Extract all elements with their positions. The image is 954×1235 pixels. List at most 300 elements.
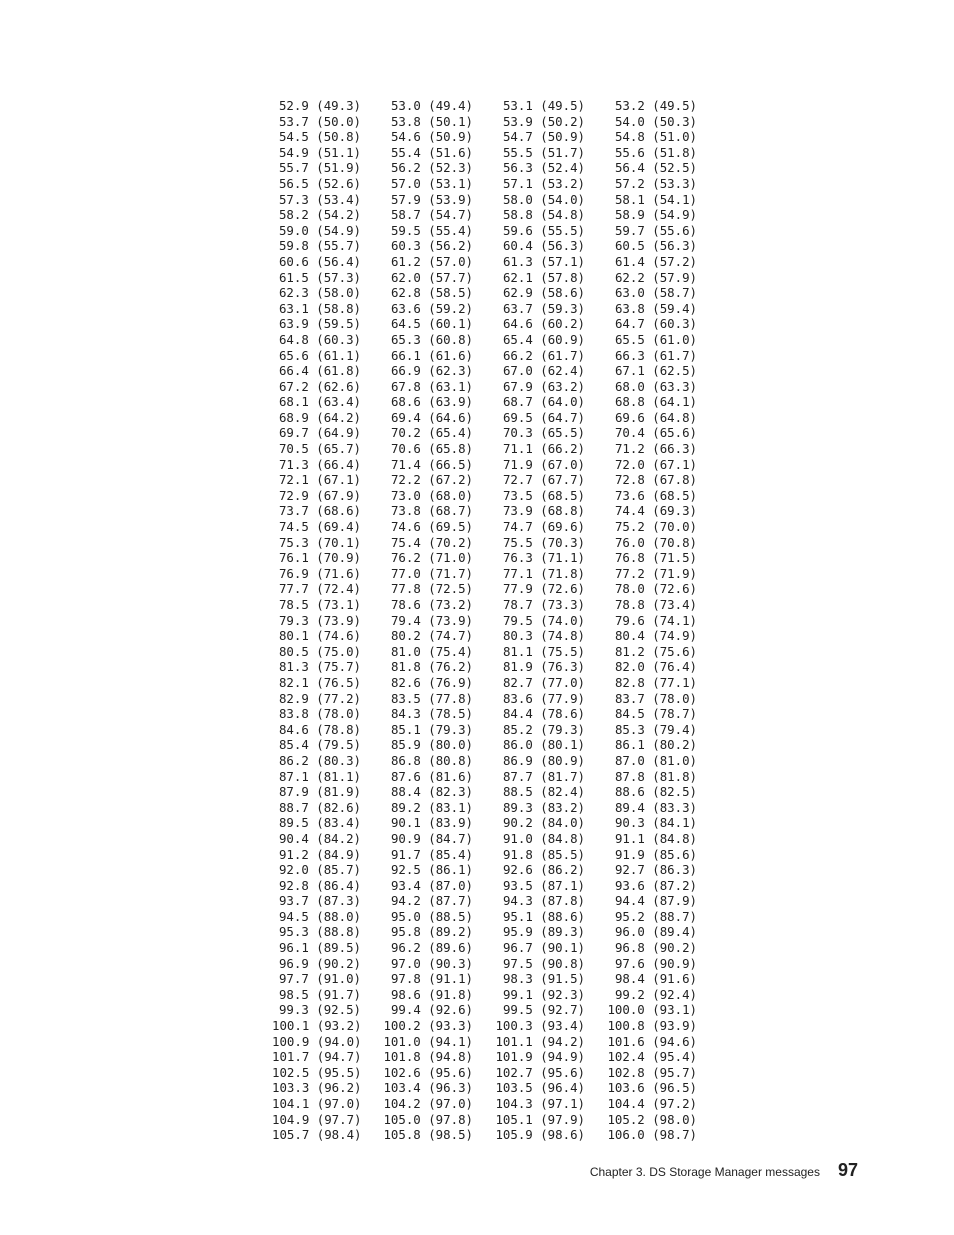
table-row — [272, 800, 712, 816]
table-cell: 76.1 (70.9) — [278, 550, 361, 566]
table-cell: 85.4 (79.5) — [278, 737, 361, 753]
table-cell: 81.8 (76.2) — [390, 659, 473, 675]
table-cell: 60.6 (56.4) — [278, 253, 361, 269]
table-cell: 59.7 (55.6) — [614, 222, 697, 238]
table-cell: 105.7 (98.4) — [272, 1127, 362, 1143]
table-cell: 88.4 (82.3) — [390, 784, 473, 800]
table-cell: 69.5 (64.7) — [502, 409, 585, 425]
table-cell: 67.1 (62.5) — [614, 363, 697, 379]
table-cell: 55.7 (51.9) — [278, 160, 361, 176]
table-row — [272, 659, 712, 675]
table-cell: 99.1 (92.3) — [502, 986, 585, 1002]
table-cell: 54.8 (51.0) — [614, 129, 697, 145]
table-cell: 71.9 (67.0) — [502, 456, 585, 472]
table-cell: 63.0 (58.7) — [614, 285, 697, 301]
table-cell: 65.5 (61.0) — [614, 331, 697, 347]
table-cell: 76.0 (70.8) — [614, 534, 697, 550]
table-cell: 62.2 (57.9) — [614, 269, 697, 285]
table-cell: 77.2 (71.9) — [614, 565, 697, 581]
table-cell: 72.0 (67.1) — [614, 456, 697, 472]
table-cell: 90.1 (83.9) — [390, 815, 473, 831]
table-cell: 100.1 (93.2) — [272, 1018, 362, 1034]
table-cell: 95.3 (88.8) — [278, 924, 361, 940]
table-cell: 77.1 (71.8) — [502, 565, 585, 581]
table-cell: 87.8 (81.8) — [614, 768, 697, 784]
table-cell: 72.2 (67.2) — [390, 472, 473, 488]
table-cell: 91.9 (85.6) — [614, 846, 697, 862]
table-cell: 56.4 (52.5) — [614, 160, 697, 176]
table-cell: 59.6 (55.5) — [502, 222, 585, 238]
table-row — [272, 706, 712, 722]
table-cell: 75.4 (70.2) — [390, 534, 473, 550]
table-cell: 106.0 (98.7) — [607, 1127, 697, 1143]
table-cell: 79.4 (73.9) — [390, 612, 473, 628]
table-cell: 84.3 (78.5) — [390, 706, 473, 722]
table-cell: 57.1 (53.2) — [502, 175, 585, 191]
table-row — [272, 129, 712, 145]
table-cell: 53.7 (50.0) — [278, 113, 361, 129]
table-cell: 68.0 (63.3) — [614, 378, 697, 394]
table-cell: 101.6 (94.6) — [607, 1033, 697, 1049]
table-cell: 73.8 (68.7) — [390, 503, 473, 519]
table-cell: 73.0 (68.0) — [390, 487, 473, 503]
table-row — [272, 441, 712, 457]
table-cell: 104.2 (97.0) — [383, 1096, 473, 1111]
table-cell: 96.8 (90.2) — [614, 940, 697, 956]
table-cell: 88.5 (82.4) — [502, 784, 585, 800]
table-cell: 67.8 (63.1) — [390, 378, 473, 394]
table-cell: 101.8 (94.8) — [383, 1049, 473, 1065]
table-cell: 92.6 (86.2) — [502, 862, 585, 878]
table-row — [272, 114, 712, 130]
table-cell: 65.3 (60.8) — [390, 331, 473, 347]
table-cell: 53.0 (49.4) — [390, 98, 473, 113]
table-cell: 86.2 (80.3) — [278, 752, 361, 768]
table-cell: 71.2 (66.3) — [614, 441, 697, 457]
table-cell: 78.0 (72.6) — [614, 581, 697, 597]
table-cell: 103.6 (96.5) — [607, 1080, 697, 1096]
table-cell: 81.2 (75.6) — [614, 643, 697, 659]
table-row — [272, 815, 712, 831]
table-cell: 91.1 (84.8) — [614, 830, 697, 846]
table-cell: 66.2 (61.7) — [502, 347, 585, 363]
table-cell: 70.3 (65.5) — [502, 425, 585, 441]
table-cell: 68.7 (64.0) — [502, 394, 585, 410]
table-cell: 67.0 (62.4) — [502, 363, 585, 379]
table-row — [272, 675, 712, 691]
table-cell: 53.9 (50.2) — [502, 113, 585, 129]
page-number: 97 — [837, 1160, 858, 1180]
table-cell: 92.0 (85.7) — [278, 862, 361, 878]
table-row — [272, 1112, 712, 1128]
table-cell: 102.6 (95.6) — [383, 1064, 473, 1080]
table-cell: 81.3 (75.7) — [278, 659, 361, 675]
table-cell: 91.0 (84.8) — [502, 830, 585, 846]
table-cell: 67.2 (62.6) — [278, 378, 361, 394]
table-row — [272, 1080, 712, 1096]
table-row — [272, 316, 712, 332]
table-cell: 105.8 (98.5) — [383, 1127, 473, 1143]
table-cell: 101.0 (94.1) — [383, 1033, 473, 1049]
table-cell: 59.5 (55.4) — [390, 222, 473, 238]
table-cell: 92.5 (86.1) — [390, 862, 473, 878]
table-cell: 103.5 (96.4) — [495, 1080, 585, 1096]
table-row — [272, 98, 712, 114]
table-cell: 55.5 (51.7) — [502, 144, 585, 160]
table-cell: 53.2 (49.5) — [614, 98, 697, 113]
table-cell: 91.8 (85.5) — [502, 846, 585, 862]
table-row — [272, 410, 712, 426]
table-cell: 84.4 (78.6) — [502, 706, 585, 722]
table-cell: 96.1 (89.5) — [278, 940, 361, 956]
table-cell: 78.7 (73.3) — [502, 597, 585, 612]
table-cell: 85.9 (80.0) — [390, 737, 473, 753]
table-cell: 88.6 (82.5) — [614, 784, 697, 800]
table-cell: 82.9 (77.2) — [278, 690, 361, 706]
table-cell: 66.9 (62.3) — [390, 363, 473, 379]
table-cell: 89.2 (83.1) — [390, 799, 473, 815]
table-cell: 81.0 (75.4) — [390, 643, 473, 659]
table-cell: 56.3 (52.4) — [502, 160, 585, 176]
table-cell: 96.2 (89.6) — [390, 940, 473, 956]
table-cell: 55.6 (51.8) — [614, 144, 697, 160]
table-cell: 98.3 (91.5) — [502, 971, 585, 987]
table-row — [272, 535, 712, 551]
table-cell: 55.4 (51.6) — [390, 144, 473, 160]
table-cell: 80.3 (74.8) — [502, 628, 585, 644]
table-cell: 61.2 (57.0) — [390, 253, 473, 269]
table-cell: 105.2 (98.0) — [607, 1111, 697, 1127]
table-row — [272, 488, 712, 504]
table-cell: 65.4 (60.9) — [502, 331, 585, 347]
table-row — [272, 847, 712, 863]
table-cell: 83.7 (78.0) — [614, 690, 697, 706]
table-cell: 54.7 (50.9) — [502, 129, 585, 145]
table-cell: 77.0 (71.7) — [390, 565, 473, 581]
table-cell: 105.0 (97.8) — [383, 1111, 473, 1127]
table-cell: 102.4 (95.4) — [607, 1049, 697, 1065]
table-cell: 82.6 (76.9) — [390, 674, 473, 690]
table-cell: 98.6 (91.8) — [390, 986, 473, 1002]
table-cell: 70.2 (65.4) — [390, 425, 473, 441]
table-cell: 67.9 (63.2) — [502, 378, 585, 394]
table-cell: 89.5 (83.4) — [278, 815, 361, 831]
table-cell: 93.5 (87.1) — [502, 877, 585, 893]
table-cell: 73.9 (68.8) — [502, 503, 585, 519]
table-row — [272, 301, 712, 317]
table-row — [272, 940, 712, 956]
table-row — [272, 971, 712, 987]
table-cell: 58.9 (54.9) — [614, 207, 697, 223]
table-row — [272, 332, 712, 348]
table-cell: 84.6 (78.8) — [278, 721, 361, 737]
table-cell: 74.6 (69.5) — [390, 519, 473, 535]
table-cell: 72.7 (67.7) — [502, 472, 585, 488]
table-cell: 96.7 (90.1) — [502, 940, 585, 956]
value-table — [272, 98, 712, 1143]
table-cell: 74.7 (69.6) — [502, 519, 585, 535]
table-cell: 79.6 (74.1) — [614, 612, 697, 628]
table-cell: 101.9 (94.9) — [495, 1049, 585, 1065]
table-cell: 69.4 (64.6) — [390, 409, 473, 425]
table-cell: 77.9 (72.6) — [502, 581, 585, 597]
table-cell: 93.4 (87.0) — [390, 877, 473, 893]
table-row — [272, 613, 712, 629]
table-cell: 101.7 (94.7) — [272, 1049, 362, 1065]
table-cell: 88.7 (82.6) — [278, 799, 361, 815]
table-cell: 101.1 (94.2) — [495, 1033, 585, 1049]
table-cell: 97.5 (90.8) — [502, 955, 585, 971]
table-row — [272, 1034, 712, 1050]
table-cell: 80.4 (74.9) — [614, 628, 697, 644]
table-cell: 70.5 (65.7) — [278, 441, 361, 457]
table-cell: 73.7 (68.6) — [278, 503, 361, 519]
table-cell: 90.2 (84.0) — [502, 815, 585, 831]
table-row — [272, 145, 712, 161]
table-cell: 63.8 (59.4) — [614, 300, 697, 316]
table-cell: 105.1 (97.9) — [495, 1111, 585, 1127]
table-cell: 98.4 (91.6) — [614, 971, 697, 987]
table-cell: 63.1 (58.8) — [278, 300, 361, 316]
table-row — [272, 691, 712, 707]
table-row — [272, 457, 712, 473]
table-cell: 100.9 (94.0) — [272, 1033, 362, 1049]
table-cell: 61.4 (57.2) — [614, 253, 697, 269]
table-row — [272, 285, 712, 301]
table-cell: 102.5 (95.5) — [272, 1064, 362, 1080]
table-cell: 64.7 (60.3) — [614, 316, 697, 332]
table-cell: 94.5 (88.0) — [278, 908, 361, 924]
table-cell: 76.9 (71.6) — [278, 565, 361, 581]
table-cell: 98.5 (91.7) — [278, 986, 361, 1002]
table-cell: 58.0 (54.0) — [502, 191, 585, 207]
table-cell: 61.5 (57.3) — [278, 269, 361, 285]
table-row — [272, 1127, 712, 1143]
table-cell: 72.9 (67.9) — [278, 487, 361, 503]
table-row — [272, 831, 712, 847]
table-cell: 54.9 (51.1) — [278, 144, 361, 160]
table-row — [272, 893, 712, 909]
table-cell: 66.4 (61.8) — [278, 363, 361, 379]
table-cell: 92.8 (86.4) — [278, 877, 361, 893]
table-row — [272, 737, 712, 753]
table-cell: 87.9 (81.9) — [278, 784, 361, 800]
table-cell: 85.2 (79.3) — [502, 721, 585, 737]
table-cell: 60.4 (56.3) — [502, 238, 585, 254]
table-cell: 103.3 (96.2) — [272, 1080, 362, 1096]
table-cell: 76.8 (71.5) — [614, 550, 697, 566]
table-cell: 53.1 (49.5) — [502, 98, 585, 113]
table-cell: 94.2 (87.7) — [390, 893, 473, 909]
table-cell: 83.6 (77.9) — [502, 690, 585, 706]
table-cell: 79.5 (74.0) — [502, 612, 585, 628]
table-cell: 93.6 (87.2) — [614, 877, 697, 893]
table-cell: 97.8 (91.1) — [390, 971, 473, 987]
table-cell: 95.8 (89.2) — [390, 924, 473, 940]
table-row — [272, 425, 712, 441]
table-cell: 65.6 (61.1) — [278, 347, 361, 363]
table-cell: 82.1 (76.5) — [278, 674, 361, 690]
table-cell: 85.1 (79.3) — [390, 721, 473, 737]
table-cell: 71.4 (66.5) — [390, 456, 473, 472]
table-row — [272, 784, 712, 800]
table-cell: 57.0 (53.1) — [390, 175, 473, 191]
table-cell: 104.3 (97.1) — [495, 1096, 585, 1111]
table-cell: 58.8 (54.8) — [502, 207, 585, 223]
table-row — [272, 176, 712, 192]
table-cell: 54.0 (50.3) — [614, 113, 697, 129]
table-cell: 76.2 (71.0) — [390, 550, 473, 566]
table-row — [272, 472, 712, 488]
table-cell: 77.7 (72.4) — [278, 581, 361, 597]
table-cell: 68.1 (63.4) — [278, 394, 361, 410]
table-cell: 62.0 (57.7) — [390, 269, 473, 285]
table-row — [272, 987, 712, 1003]
table-row — [272, 769, 712, 785]
table-row — [272, 628, 712, 644]
table-cell: 56.2 (52.3) — [390, 160, 473, 176]
table-cell: 75.3 (70.1) — [278, 534, 361, 550]
table-row — [272, 581, 712, 597]
table-cell: 69.6 (64.8) — [614, 409, 697, 425]
table-cell: 87.6 (81.6) — [390, 768, 473, 784]
table-cell: 66.3 (61.7) — [614, 347, 697, 363]
table-row — [272, 550, 712, 566]
table-row — [272, 363, 712, 379]
table-cell: 104.1 (97.0) — [272, 1096, 362, 1111]
table-cell: 100.8 (93.9) — [607, 1018, 697, 1034]
table-cell: 100.0 (93.1) — [607, 1002, 697, 1018]
table-cell: 87.1 (81.1) — [278, 768, 361, 784]
table-cell: 59.0 (54.9) — [278, 222, 361, 238]
table-cell: 63.7 (59.3) — [502, 300, 585, 316]
table-row — [272, 956, 712, 972]
table-cell: 92.7 (86.3) — [614, 862, 697, 878]
table-cell: 86.1 (80.2) — [614, 737, 697, 753]
table-cell: 95.2 (88.7) — [614, 908, 697, 924]
table-cell: 97.7 (91.0) — [278, 971, 361, 987]
table-cell: 86.0 (80.1) — [502, 737, 585, 753]
table-cell: 53.8 (50.1) — [390, 113, 473, 129]
table-cell: 75.5 (70.3) — [502, 534, 585, 550]
page-footer — [590, 1160, 858, 1181]
table-cell: 62.8 (58.5) — [390, 285, 473, 301]
table-row — [272, 566, 712, 582]
table-cell: 95.1 (88.6) — [502, 908, 585, 924]
table-cell: 94.4 (87.9) — [614, 893, 697, 909]
table-row — [272, 192, 712, 208]
table-row — [272, 394, 712, 410]
table-cell: 97.0 (90.3) — [390, 955, 473, 971]
table-cell: 80.1 (74.6) — [278, 628, 361, 644]
table-cell: 78.5 (73.1) — [278, 597, 361, 612]
table-cell: 76.3 (71.1) — [502, 550, 585, 566]
table-row — [272, 722, 712, 738]
table-row — [272, 270, 712, 286]
table-cell: 73.5 (68.5) — [502, 487, 585, 503]
table-cell: 89.3 (83.2) — [502, 799, 585, 815]
table-cell: 82.8 (77.1) — [614, 674, 697, 690]
table-row — [272, 1018, 712, 1034]
table-cell: 82.7 (77.0) — [502, 674, 585, 690]
table-row — [272, 924, 712, 940]
table-cell: 96.0 (89.4) — [614, 924, 697, 940]
table-row — [272, 1002, 712, 1018]
table-cell: 63.9 (59.5) — [278, 316, 361, 332]
table-cell: 57.2 (53.3) — [614, 175, 697, 191]
table-cell: 58.7 (54.7) — [390, 207, 473, 223]
table-row — [272, 909, 712, 925]
table-cell: 84.5 (78.7) — [614, 706, 697, 722]
table-row — [272, 597, 712, 613]
table-cell: 105.9 (98.6) — [495, 1127, 585, 1143]
table-cell: 71.1 (66.2) — [502, 441, 585, 457]
table-cell: 100.3 (93.4) — [495, 1018, 585, 1034]
table-cell: 86.9 (80.9) — [502, 752, 585, 768]
table-row — [272, 160, 712, 176]
table-cell: 95.0 (88.5) — [390, 908, 473, 924]
table-cell: 57.9 (53.9) — [390, 191, 473, 207]
table-cell: 74.4 (69.3) — [614, 503, 697, 519]
table-cell: 104.9 (97.7) — [272, 1111, 362, 1127]
table-cell: 91.2 (84.9) — [278, 846, 361, 862]
table-cell: 90.4 (84.2) — [278, 830, 361, 846]
chapter-footer-text: Chapter 3. DS Storage Manager messages — [589, 1165, 820, 1179]
table-cell: 70.4 (65.6) — [614, 425, 697, 441]
table-cell: 87.7 (81.7) — [502, 768, 585, 784]
table-cell: 66.1 (61.6) — [390, 347, 473, 363]
table-cell: 62.1 (57.8) — [502, 269, 585, 285]
table-cell: 99.5 (92.7) — [502, 1002, 585, 1018]
table-cell: 80.2 (74.7) — [390, 628, 473, 644]
table-cell: 104.4 (97.2) — [607, 1096, 697, 1111]
table-cell: 85.3 (79.4) — [614, 721, 697, 737]
table-cell: 63.6 (59.2) — [390, 300, 473, 316]
table-cell: 87.0 (81.0) — [614, 752, 697, 768]
table-row — [272, 1096, 712, 1112]
table-cell: 102.8 (95.7) — [607, 1064, 697, 1080]
table-cell: 56.5 (52.6) — [278, 175, 361, 191]
table-row — [272, 878, 712, 894]
table-cell: 54.5 (50.8) — [278, 129, 361, 145]
table-row — [272, 254, 712, 270]
table-cell: 89.4 (83.3) — [614, 799, 697, 815]
table-cell: 58.1 (54.1) — [614, 191, 697, 207]
table-cell: 86.8 (80.8) — [390, 752, 473, 768]
table-cell: 64.6 (60.2) — [502, 316, 585, 332]
table-cell: 80.5 (75.0) — [278, 643, 361, 659]
table-cell: 99.2 (92.4) — [614, 986, 697, 1002]
table-cell: 79.3 (73.9) — [278, 612, 361, 628]
table-cell: 59.8 (55.7) — [278, 238, 361, 254]
table-row — [272, 238, 712, 254]
table-row — [272, 753, 712, 769]
table-cell: 91.7 (85.4) — [390, 846, 473, 862]
table-cell: 94.3 (87.8) — [502, 893, 585, 909]
table-row — [272, 223, 712, 239]
table-cell: 68.9 (64.2) — [278, 409, 361, 425]
table-cell: 90.3 (84.1) — [614, 815, 697, 831]
table-cell: 60.3 (56.2) — [390, 238, 473, 254]
table-cell: 74.5 (69.4) — [278, 519, 361, 535]
table-cell: 72.1 (67.1) — [278, 472, 361, 488]
table-cell: 83.8 (78.0) — [278, 706, 361, 722]
table-cell: 103.4 (96.3) — [383, 1080, 473, 1096]
table-cell: 78.8 (73.4) — [614, 597, 697, 612]
table-cell: 62.3 (58.0) — [278, 285, 361, 301]
table-cell: 102.7 (95.6) — [495, 1064, 585, 1080]
table-cell: 52.9 (49.3) — [278, 98, 361, 113]
